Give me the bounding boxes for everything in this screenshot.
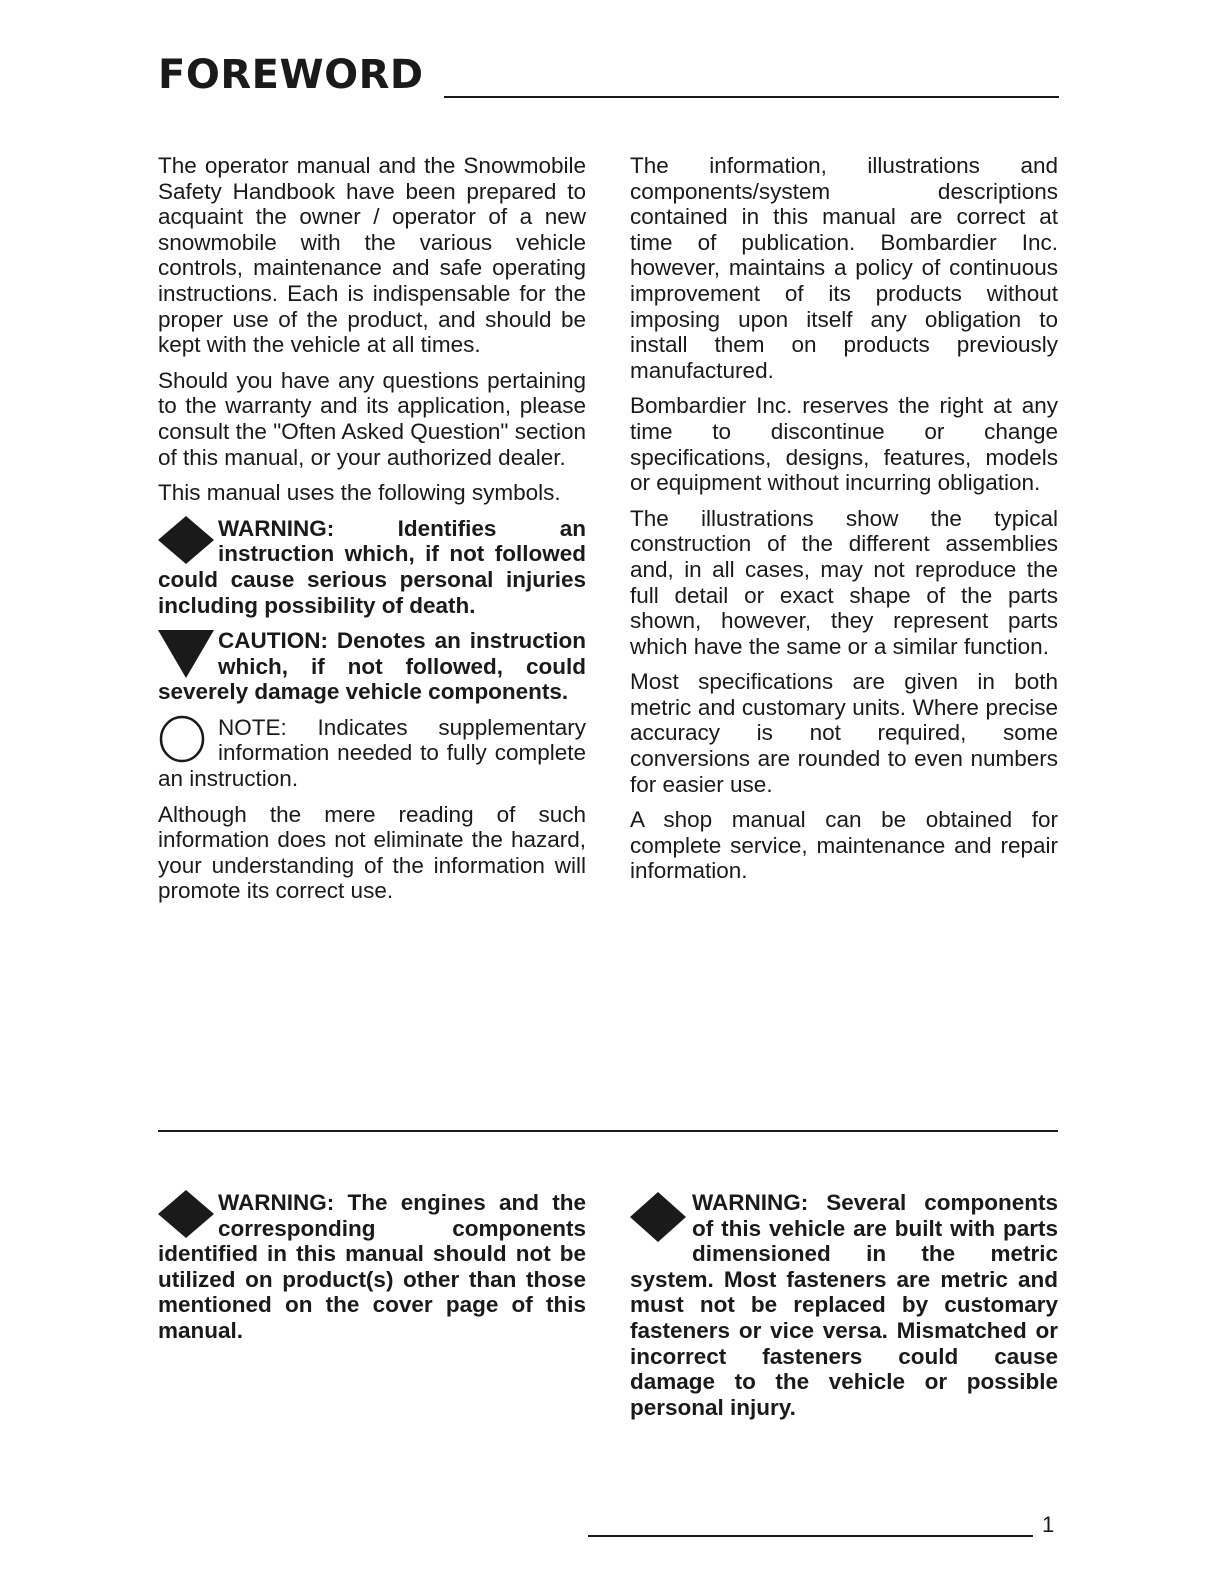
circle-icon (158, 715, 218, 763)
diamond-icon (158, 516, 218, 564)
engines-warning (158, 1190, 586, 1344)
engines-warning-text: WARNING: The engines and the corresponding components identified in this manual should not be utilized on product(s) other than those mentioned on the cover page of this manual. (158, 1190, 586, 1343)
questions-paragraph: Should you have any questions pertaining to the warranty and its application, please consult the "Often Asked Question" section of this manual, or your authorized dealer. (158, 367, 586, 470)
title-rule (444, 96, 1059, 98)
hazard-paragraph: Although the mere reading of such information does not eliminate the hazard, your understanding of the information will promote its correct use. (158, 801, 586, 904)
metric-warning-text: WARNING: Several components of this vehicle are built with parts dimensioned in the metric system. Most fasteners are metric and must not be replaced by customary fasteners or vice versa. Mismatched or incorrect fasteners could cause damage to the vehicle or possible personal injury. (630, 1190, 1058, 1420)
note-definition-text: NOTE: Indicates supplementary information needed to fully complete an instruction. (158, 714, 586, 792)
right-column (630, 153, 1058, 894)
footer-rule (588, 1535, 1033, 1537)
intro-paragraph: The operator manual and the Snowmobile Safety Handbook have been prepared to acquaint the owner / operator of a new snowmobile with the various vehicle controls, maintenance and safe operating instructions. Each is indispensable for the proper use of the product, and should be kept with the vehicle at all times. (158, 153, 586, 358)
page-title: FOREWORD (158, 52, 424, 98)
caution-definition-text: CAUTION: Denotes an instruction which, if not followed, could severely damage vehicle components. (158, 628, 586, 705)
note-symbol-definition (158, 715, 586, 792)
left-column (158, 153, 586, 914)
illustrations-paragraph: The illustrations show the typical construction of the different assemblies and, in all cases, may not reproduce the full detail or exact shape of the parts shown, however, they represent parts which have the same or a similar function. (630, 505, 1058, 659)
rights-paragraph: Bombardier Inc. reserves the right at any time to discontinue or change specifications, designs, features, models or equipment without incurring obligation. (630, 393, 1058, 496)
caution-symbol-definition (158, 628, 586, 705)
symbols-intro-paragraph: This manual uses the following symbols. (158, 480, 561, 506)
metric-warning (630, 1190, 1058, 1420)
specifications-paragraph: Most specifications are given in both metric and customary units. Where precise accuracy is not required, some conversions are rounded to even numbers for easier use. (630, 669, 1058, 797)
section-divider (158, 1130, 1058, 1132)
shop-manual-paragraph: A shop manual can be obtained for complete service, maintenance and repair information. (630, 807, 1058, 884)
diamond-icon (630, 1190, 692, 1248)
warning-symbol-definition (158, 516, 586, 618)
triangle-icon (158, 628, 218, 676)
accuracy-paragraph: The information, illustrations and components/system descriptions contained in this manual are correct at time of publication. Bombardier Inc. however, maintains a policy of continuous improvement of its products without imposing upon itself any obligation to install them on products previously manufactured. (630, 153, 1058, 383)
page-number: 1 (1042, 1512, 1055, 1537)
warning-definition-text: WARNING: Identifies an instruction which, if not followed could cause serious personal injuries including possibility of death. (158, 515, 586, 618)
diamond-icon (158, 1190, 218, 1238)
